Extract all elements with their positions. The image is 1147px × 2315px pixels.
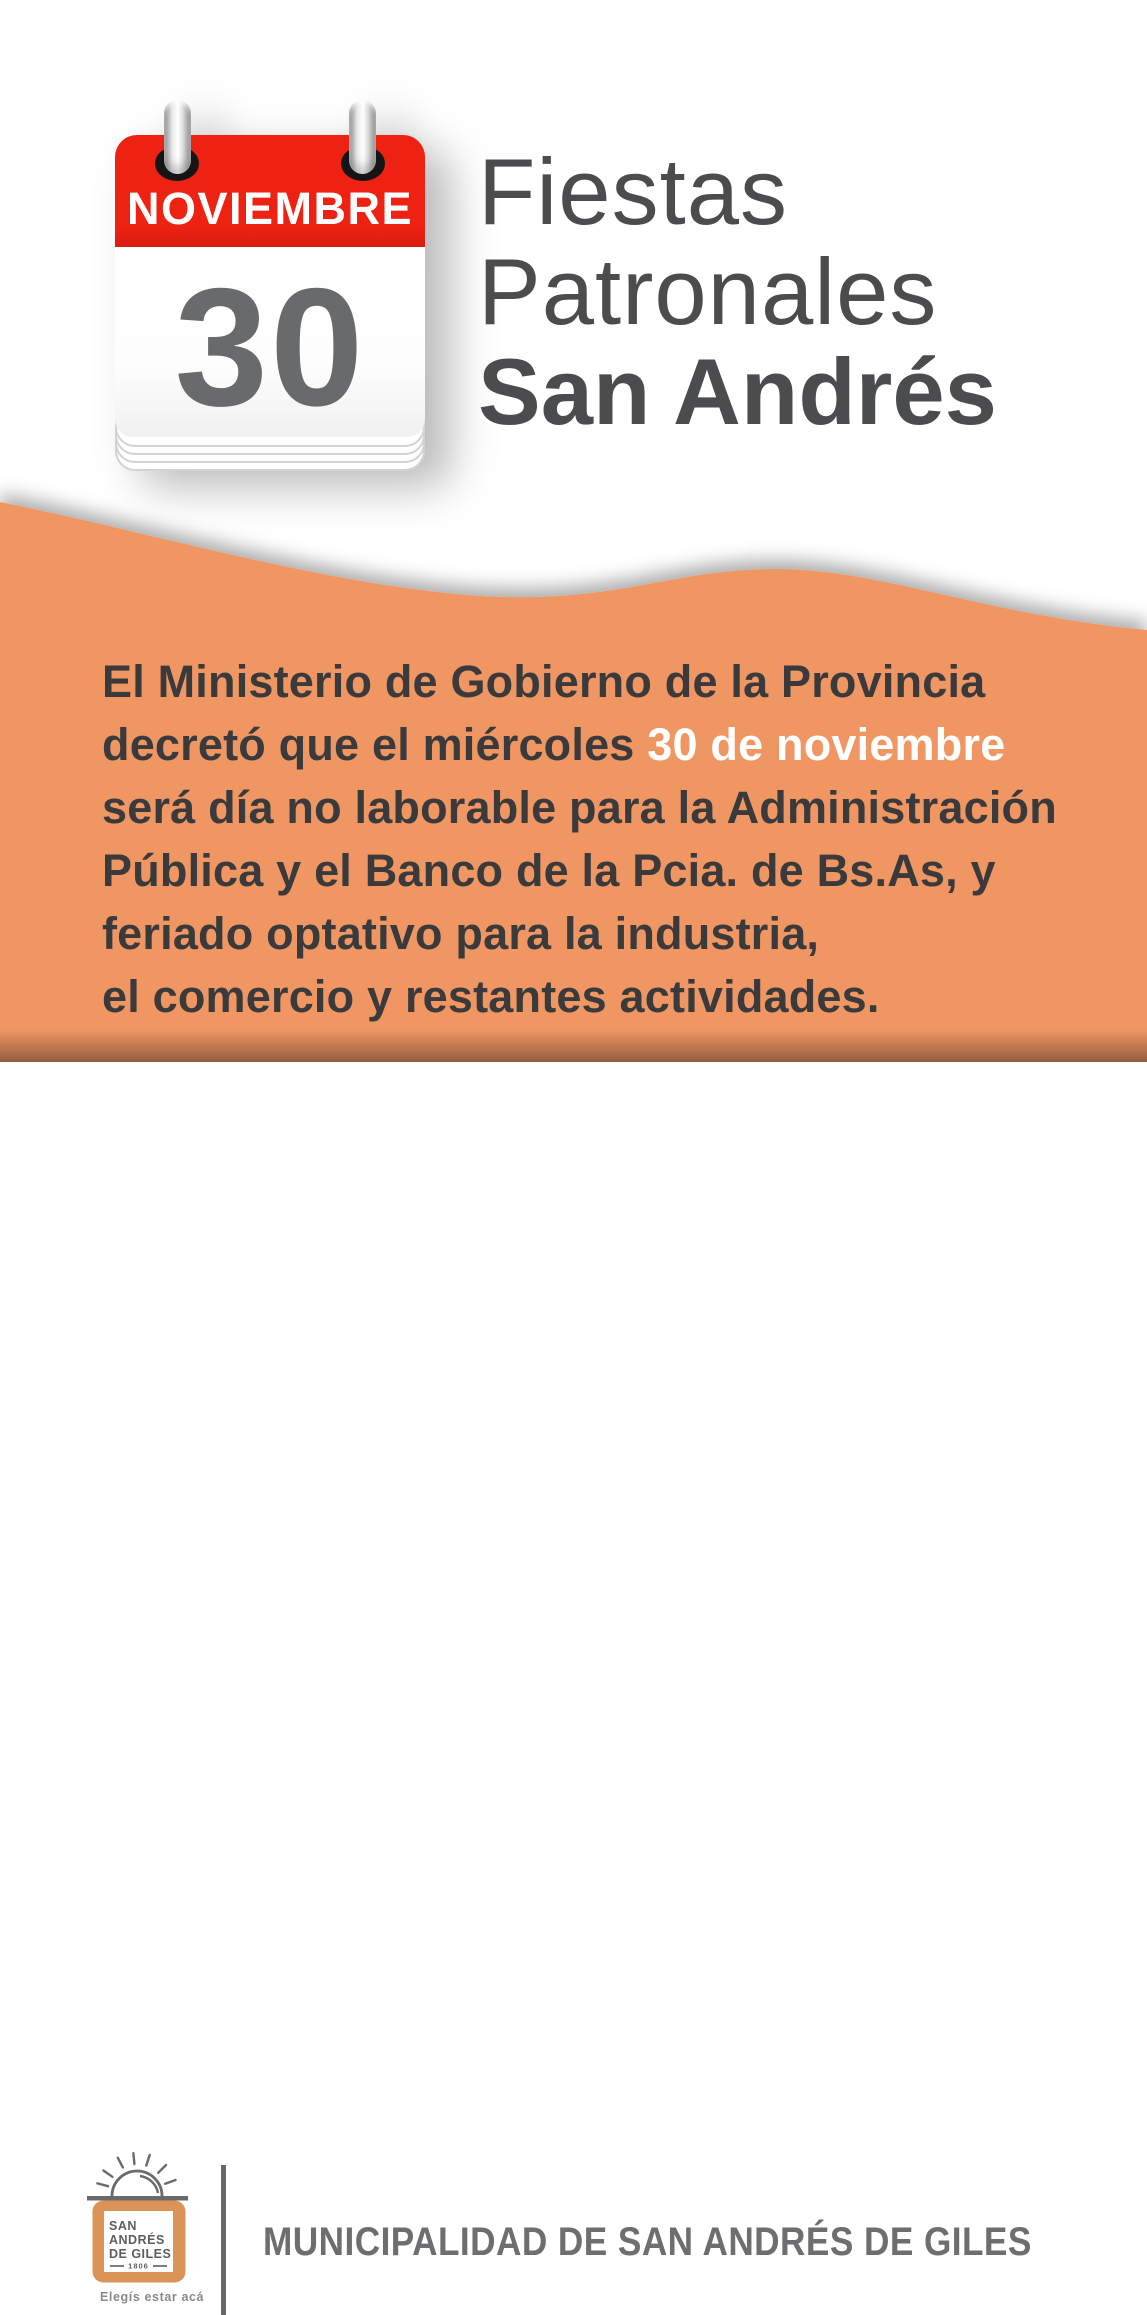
announcement-line-2-normal: decretó que el miércoles <box>102 719 648 770</box>
calendar-icon <box>115 100 425 472</box>
footer-bar <box>0 1062 1147 2304</box>
announcement-line-5: feriado optativo para la industria, <box>102 908 820 959</box>
announcement-line-2 <box>102 713 1057 776</box>
logo-text-line-1: SAN <box>109 2219 137 2233</box>
announcement-line-1: El Ministerio de Gobierno de la Provincia <box>102 656 986 707</box>
footer-organization-name: MUNICIPALIDAD DE SAN ANDRÉS DE GILES <box>263 2220 1032 2264</box>
calendar-month-label: NOVIEMBRE <box>126 183 414 234</box>
binder-ring-icon <box>164 100 191 174</box>
calendar-day-label: 30 <box>174 253 366 441</box>
orange-wave-top <box>0 500 1147 662</box>
announcement-date-highlight: 30 de noviembre <box>647 719 1006 770</box>
logo-text-line-3: DE GILES <box>109 2247 172 2261</box>
calendar-card <box>115 100 425 472</box>
calendar-body <box>115 247 425 441</box>
municipality-logo <box>70 2146 230 2296</box>
announcement-line-6: el comercio y restantes actividades. <box>102 971 880 1022</box>
announcement-line-3: será día no laborable para la Administración <box>102 782 1057 833</box>
footer-divider <box>221 2165 226 2315</box>
announcement-text <box>102 650 1057 1028</box>
orange-section-bottom-shadow <box>0 1030 1147 1062</box>
title-line-3: San Andrés <box>478 339 997 444</box>
logo-text-line-2: ANDRÉS <box>109 2233 165 2247</box>
poster-title <box>478 139 997 444</box>
logo-tagline: Elegís estar acá <box>100 2290 205 2304</box>
announcement-line-4: Pública y el Banco de la Pcia. de Bs.As, y <box>102 845 996 896</box>
logo-horizon-bar <box>87 2196 188 2201</box>
title-line-1: Fiestas <box>478 139 788 244</box>
binder-ring-icon <box>349 100 376 174</box>
title-line-2: Patronales <box>478 239 938 344</box>
logo-year: 1806 <box>128 2261 149 2271</box>
